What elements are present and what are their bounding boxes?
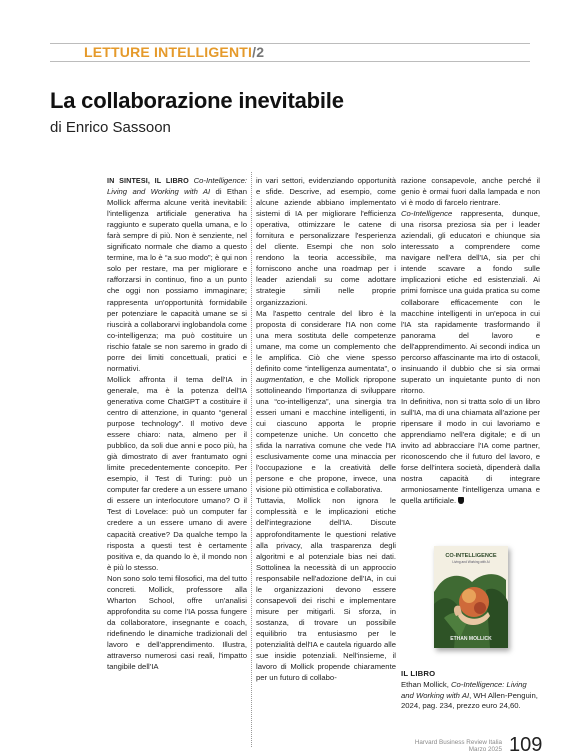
book-title-inline: Co-Intelligence: Living and Working with AI	[107, 176, 247, 197]
column-separator	[251, 172, 252, 747]
paragraph: razione consapevole, anche perché il genio è ormai fuori dalla lampada e non vi è modo di farcelo rientrare.	[401, 176, 540, 208]
paragraph: Mollick affronta il tema dell'IA in generale, ma è la potenza dell'IA generativa come ChatGPT a costituire il centro di attenzione, in quanto “general purpose technology”. Il motivo deve essere chiaro: nata, almeno per il pubblico, da soli due anni e poco più, ha già dimostrato di aver frantumato ogni limite precedentemente concepito. Per esempio, il Test di Turing: può un computer far credere a un essere umano di essere un interlocutore umano? O il Test di Lovelace: può un computer far credere a un essere umano di avere capacità creative? Da qualche tempo la risposta a questi test è certamente positiva e, da quando lo è, il mondo non è più lo stesso.	[107, 374, 247, 572]
paragraph-text: rappresenta, dunque, una risorsa preziosa sia per i leader aziendali, gli educatori e chiunque sia interessato a comprendere come navigare nell'era dell'IA, sia per chi intende scavare a fondo sulle implicazioni etiche ed esistenziali. Ai primi fornisce una guida pratica su come collaborare efficacemente con le macchine intelligenti in un'epoca in cui l'IA sta rapidamente trasformando il panorama del lavoro e dell'apprendimento. Ai secondi indica un percorso affascinante ma irto di ostacoli, insinuando il dubbio che si sia ormai superato un inquietante punto di non ritorno.	[401, 209, 540, 395]
paragraph: Non sono solo temi filosofici, ma del tutto concreti. Mollick, professore alla Wharton School, offre un'analisi approfondita su come l'IA possa fungere da collaboratore, insegnante e coach, ridefinendo le dinamiche tradizionali del lavoro e dell'apprendimento. Illustra, attraverso numerosi casi reali, l'impatto tangibile dell'IA	[107, 573, 247, 672]
footer-publication	[400, 739, 502, 753]
paragraph-text: Ma l'aspetto centrale del libro è la proposta di considerare l'IA non come una mera sostituta delle competenze umane, ma come un complemento che le amplifica. Ciò che viene spesso definito come “intelligenza aumentata”, o	[256, 308, 396, 373]
text-column-2	[256, 175, 396, 683]
book-cover-author: ETHAN MOLLICK	[450, 636, 492, 642]
header-rule-bottom	[50, 61, 530, 62]
book-cover-subtitle: Living and Working with AI	[452, 560, 490, 564]
text-column-1	[107, 175, 247, 672]
paragraph-text: di Ethan Mollick afferma alcune verità inevitabili: l'intelligenza artificiale generativa ha raggiunto e superato quella umana, e lo farà sempre di più. Non è senziente, nel significato normale che diamo a questo termine, ma lo è “a suo modo”; è qui non solo per restare, ma per migliorare e rafforzarsi in continuo, fino a un punto che oggi non possiamo immaginare; rappresenta un'opportunità formidabile per potenziare le capacità umane se si riuscirà a collaborarvi inglobandola come co-intelligenza; ma può costituire un rischio fatale se non saremo in grado di porre dei limiti concettuali, pratici e normativi.	[107, 187, 247, 373]
book-publication-info: , WH Allen-Penguin, 2024, pag. 234, prezzo euro 24,60.	[401, 690, 538, 711]
book-cover-title: CO-INTELLIGENCE	[445, 553, 497, 559]
section-name: LETTURE INTELLIGENTI	[84, 44, 253, 60]
page-number: 109	[509, 734, 543, 754]
book-box-label: IL LIBRO	[401, 669, 436, 678]
paragraph	[107, 175, 247, 374]
book-cover-illustration	[434, 546, 508, 648]
section-label	[84, 44, 264, 61]
emphasis: augmentation	[256, 374, 303, 384]
lead-in: IN SINTESI, IL LIBRO	[107, 176, 189, 185]
book-author: Ethan Mollick,	[401, 680, 451, 689]
paragraph: Tuttavia, Mollick non ignora le complessità e le implicazioni etiche dell'integrazione dell'IA. Discute approfonditamente le questioni relative alla privacy, alla trasparenza degli algoritmi e al potenziale bias nei dati. Sottolinea la necessità di un approccio responsabile nell'adozione dell'IA, in cui le organizzazioni devono essere consapevoli dei rischi e implementare misure per mitigarli. Si sforza, in sostanza, di trovare un possibile equilibrio tra entusiasmo per le potenzialità dell'IA e cautela riguardo alle sue insidie potenziali. Nell'insieme, il lavoro di Mollick propende chiaramente per un futuro di collabo-	[256, 496, 396, 683]
emphasis: Co-Intelligence	[401, 209, 453, 219]
paragraph-text: , e che Mollick ripropone sottolineando l'importanza di sviluppare una “co-intelligenza”, una sinergia tra esseri umani e macchine intelligenti, in cui ciascuno apporta le proprie competenze uniche. Un concetto che sfida la narrativa comune che vede l'IA esclusivamente come una minaccia per l'occupazione e la creatività delle persone e che propone, invece, una visione più ottimistica e collaborativa.	[256, 374, 396, 495]
book-box-details	[401, 680, 540, 712]
paragraph	[401, 396, 540, 506]
section-number: /2	[252, 44, 265, 60]
paragraph	[401, 208, 540, 396]
book-title: Co-Intelligence: Living and Working with AI	[401, 680, 527, 700]
publication-name: Harvard Business Review Italia	[414, 739, 502, 746]
end-mark-icon	[458, 497, 464, 504]
issue-date: Marzo 2025	[468, 746, 502, 753]
article-title: La collaborazione inevitabile	[50, 88, 344, 113]
paragraph: in vari settori, evidenziando opportunità e sfide. Descrive, ad esempio, come alcune aziende abbiano implementato sistemi di IA per migliorare l'efficienza operativa, ottimizzare le catene di fornitura e personalizzare l'esperienza del cliente. Esempi che non solo rendono la teoria accessibile, ma forniscono anche una roadmap per i leader aziendali su come adottare strategie simili nelle proprie organizzazioni.	[256, 176, 396, 307]
paragraph	[256, 308, 396, 496]
book-cover-image	[434, 546, 508, 648]
text-column-3	[401, 175, 540, 506]
paragraph-text: In definitiva, non si tratta solo di un libro sull'IA, ma di una chiamata all'azione per ripensare il modo in cui lavoriamo e apprendiamo nell'era digitale; e di un invito ad abbracciare l'IA come partner, riconoscendo che il futuro del lavoro, e forse dell'intera società, dipenderà dalla nostra capacità di integrare armoniosamente l'intelligenza umana e quella artificiale.	[401, 396, 540, 506]
article-byline: di Enrico Sassoon	[50, 119, 171, 136]
